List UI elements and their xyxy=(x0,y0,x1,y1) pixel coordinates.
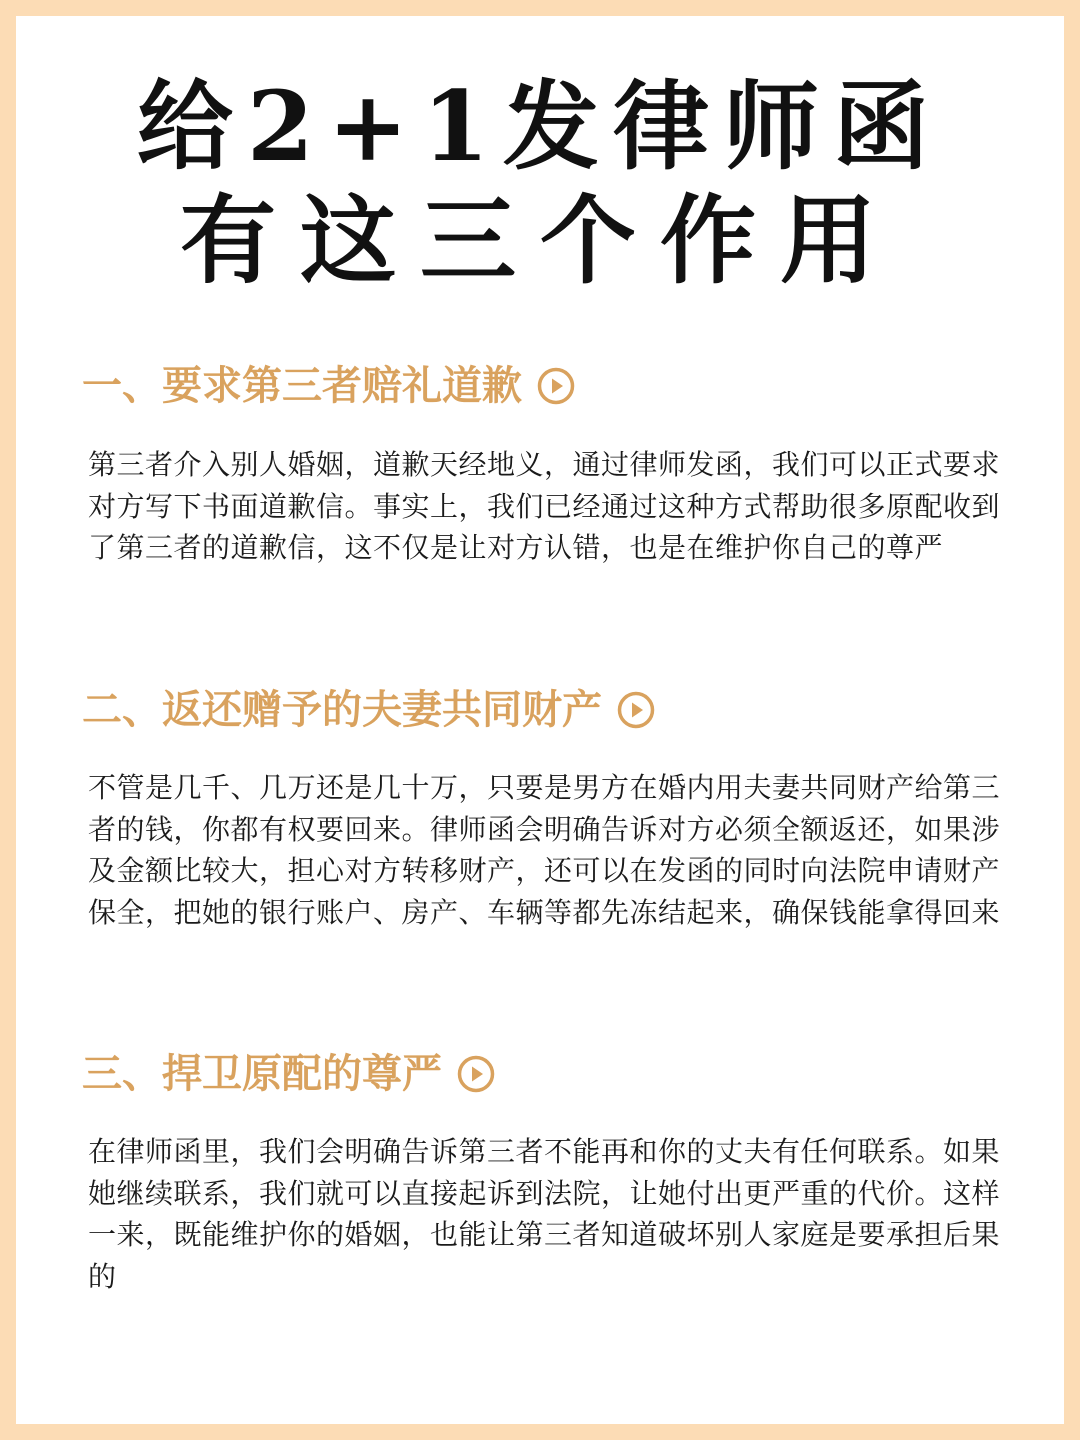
section-3-heading xyxy=(82,1044,496,1104)
section-1-heading xyxy=(82,356,576,416)
play-circle-icon xyxy=(536,366,576,406)
play-circle-icon xyxy=(616,690,656,730)
page-title-line-2: 有这三个作用 xyxy=(180,184,900,297)
section-1-body: 第三者介入别人婚姻，道歉天经地义，通过律师发函，我们可以正式要求对方写下书面道歉信。事实上，我们已经通过这种方式帮助很多原配收到了第三者的道歉信，这不仅是让对方认错，也是在维护你自己的尊严 xyxy=(88,448,1001,564)
section-2-body: 不管是几千、几万还是几十万，只要是男方在婚内用夫妻共同财产给第三者的钱，你都有权要回来。律师函会明确告诉对方必须全额返还，如果涉及金额比较大，担心对方转移财产，还可以在发函的同时向法院申请财产保全，把她的银行账户、房产、车辆等都先冻结起来，确保钱能拿得回来 xyxy=(88,771,1001,929)
play-circle-icon xyxy=(456,1054,496,1094)
section-3-heading-text: 三、捍卫原配的尊严 xyxy=(82,1050,442,1097)
page-title-line-1: 给2+1发律师函 xyxy=(136,70,944,183)
section-1-heading-text: 一、要求第三者赔礼道歉 xyxy=(82,362,522,409)
section-3-body: 在律师函里，我们会明确告诉第三者不能再和你的丈夫有任何联系。如果她继续联系，我们就可以直接起诉到法院，让她付出更严重的代价。这样一来，既能维护你的婚姻，也能让第三者知道破坏别人家庭是要承担后果的 xyxy=(88,1135,1001,1293)
section-2-heading xyxy=(82,680,656,740)
section-2-heading-text: 二、返还赠予的夫妻共同财产 xyxy=(82,686,602,733)
